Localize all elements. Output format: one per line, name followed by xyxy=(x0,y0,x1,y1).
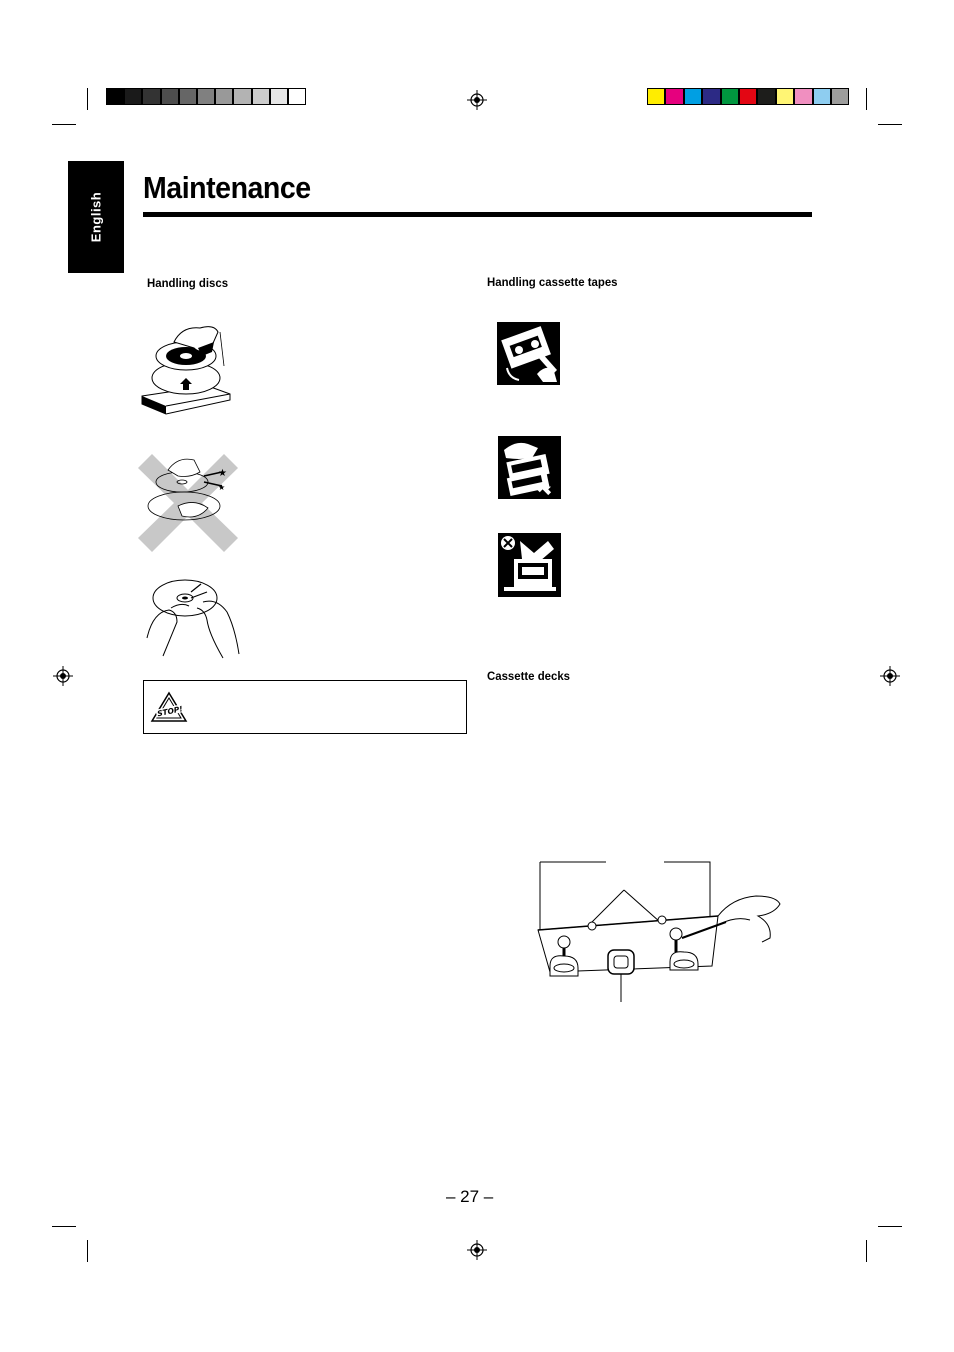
color-swatch xyxy=(215,88,233,105)
color-swatch xyxy=(684,88,702,105)
color-swatch xyxy=(197,88,215,105)
svg-text:★: ★ xyxy=(218,483,226,492)
svg-text:STOP!: STOP! xyxy=(156,704,184,719)
color-swatch xyxy=(831,88,849,105)
color-swatch xyxy=(757,88,775,105)
stop-warning-box xyxy=(143,680,467,734)
color-swatch xyxy=(776,88,794,105)
heading-handling-discs: Handling discs xyxy=(147,276,229,290)
cassette-tab-icon xyxy=(498,436,561,499)
color-swatch xyxy=(721,88,739,105)
color-swatch xyxy=(647,88,665,105)
color-swatch xyxy=(106,88,124,105)
color-swatch xyxy=(142,88,160,105)
disc-holding-hands-icon xyxy=(143,572,241,660)
tape-head-cleaning-icon xyxy=(536,858,782,1006)
color-swatch xyxy=(161,88,179,105)
language-label: English xyxy=(88,191,104,243)
registration-target-icon xyxy=(53,666,73,686)
disc-wrong-handling-icon xyxy=(138,454,238,552)
color-swatch xyxy=(813,88,831,105)
registration-target-icon xyxy=(467,1240,487,1260)
cassette-heat-warning-icon xyxy=(498,533,561,597)
cassette-pencil-icon xyxy=(497,322,560,385)
heading-cassette-decks: Cassette decks xyxy=(487,669,571,683)
title-rule xyxy=(143,212,812,217)
color-swatch xyxy=(270,88,288,105)
color-swatch xyxy=(252,88,270,105)
color-swatch xyxy=(233,88,251,105)
page-title: Maintenance xyxy=(143,170,311,205)
stop-warning-icon xyxy=(150,691,188,723)
color-swatch xyxy=(124,88,142,105)
svg-text:★: ★ xyxy=(218,468,227,479)
heading-handling-cassette-tapes: Handling cassette tapes xyxy=(487,275,618,289)
color-swatch xyxy=(288,88,306,105)
color-swatch xyxy=(665,88,683,105)
registration-target-icon xyxy=(467,90,487,110)
color-swatch xyxy=(702,88,720,105)
color-swatch xyxy=(794,88,812,105)
page-number: – 27 – xyxy=(446,1187,494,1206)
color-swatch xyxy=(179,88,197,105)
color-swatch xyxy=(739,88,757,105)
registration-target-icon xyxy=(880,666,900,686)
disc-tray-hand-icon xyxy=(138,318,238,420)
language-side-tab xyxy=(68,161,124,273)
